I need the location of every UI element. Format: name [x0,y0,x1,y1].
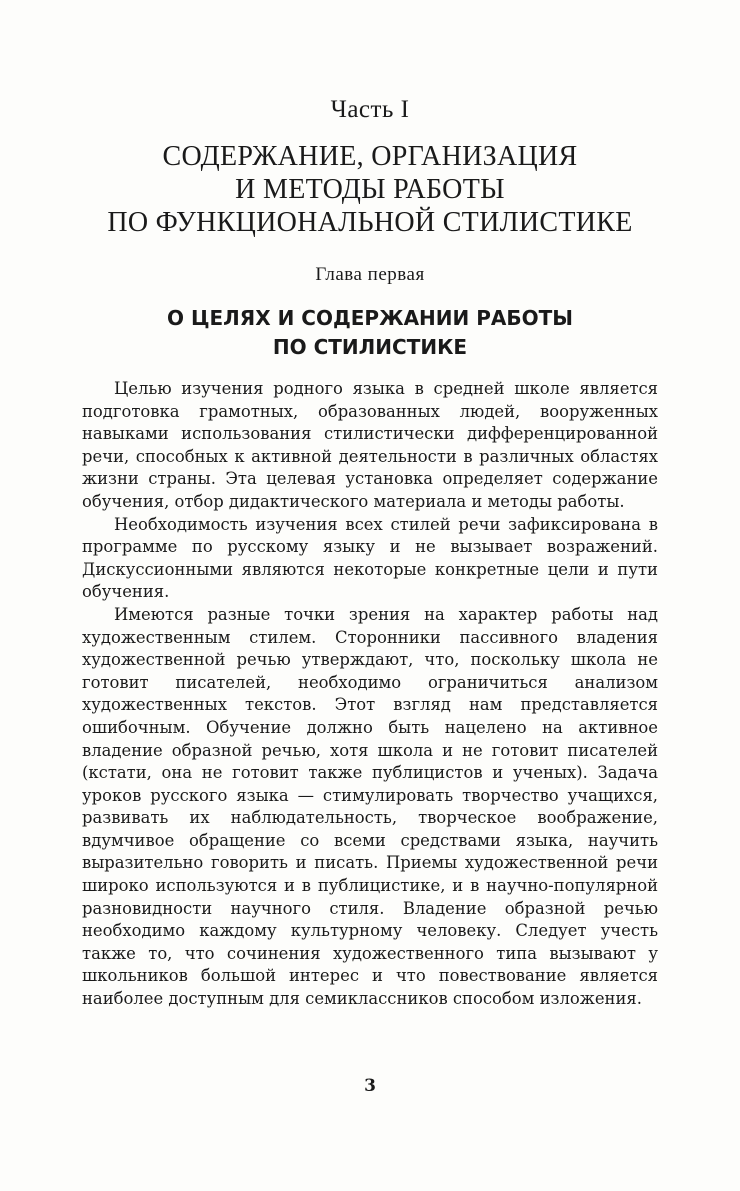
chapter-heading-line-2: ПО СТИЛИСТИКЕ [272,335,468,359]
main-heading-line-3: ПО ФУНКЦИОНАЛЬНОЙ СТИЛИСТИКЕ [107,207,633,238]
paragraph: Необходимость изучения всех стилей речи зафиксирована в программе по русскому языку и не вызывает возражений. Дискуссионными являются некоторые конкретные цели и пути обучения. [82,514,658,602]
paragraph: Имеются разные точки зрения на характер работы над художественным стилем. Сторонники пассивного владения художественной речью утверждают, что, поскольку школа не готовит писателей, необходимо ограничиться анализом художественных текстов. Этот взгляд нам представляется ошибочным. Обучение должно быть нацелено на активное владение образной речью, хотя школа и не готовит писателей (кстати, она не готовит также публицистов и ученых). Задача уроков русского языка — стимулировать творчество учащихся, развивать их наблюдательность, творческое воображение, вдумчивое обращение со всеми средствами языка, научить выразительно говорить и писать. Приемы художественной речи широко используются и в публицистике, и в научно-популярной разновидности научного стиля. Владение образной речью необходимо каждому культурному человеку. Следует учесть также то, что сочинения художественного типа вызывают у школьников большой интерес и что повествование является наиболее доступным для семиклассников способом изложения. [82,604,658,1009]
paragraph: Целью изучения родного языка в средней школе является подготовка грамотных, образованных людей, вооруженных навыками использования стилистически дифференцированной речи, способных к активной деятельности в различных областях жизни страны. Эта целевая установка определяет содержание обучения, отбор дидактического материала и методы работы. [82,379,658,511]
body-text [82,378,658,1011]
main-heading-line-2: И МЕТОДЫ РАБОТЫ [235,174,505,205]
chapter-heading [100,304,640,362]
part-title: Часть I [330,96,410,123]
main-heading-line-1: СОДЕРЖАНИЕ, ОРГАНИЗАЦИЯ [162,141,578,172]
chapter-title: Глава первая [315,264,425,285]
main-heading [60,140,680,239]
chapter-heading-line-1: О ЦЕЛЯХ И СОДЕРЖАНИИ РАБОТЫ [167,306,573,330]
page-number: 3 [364,1076,376,1096]
